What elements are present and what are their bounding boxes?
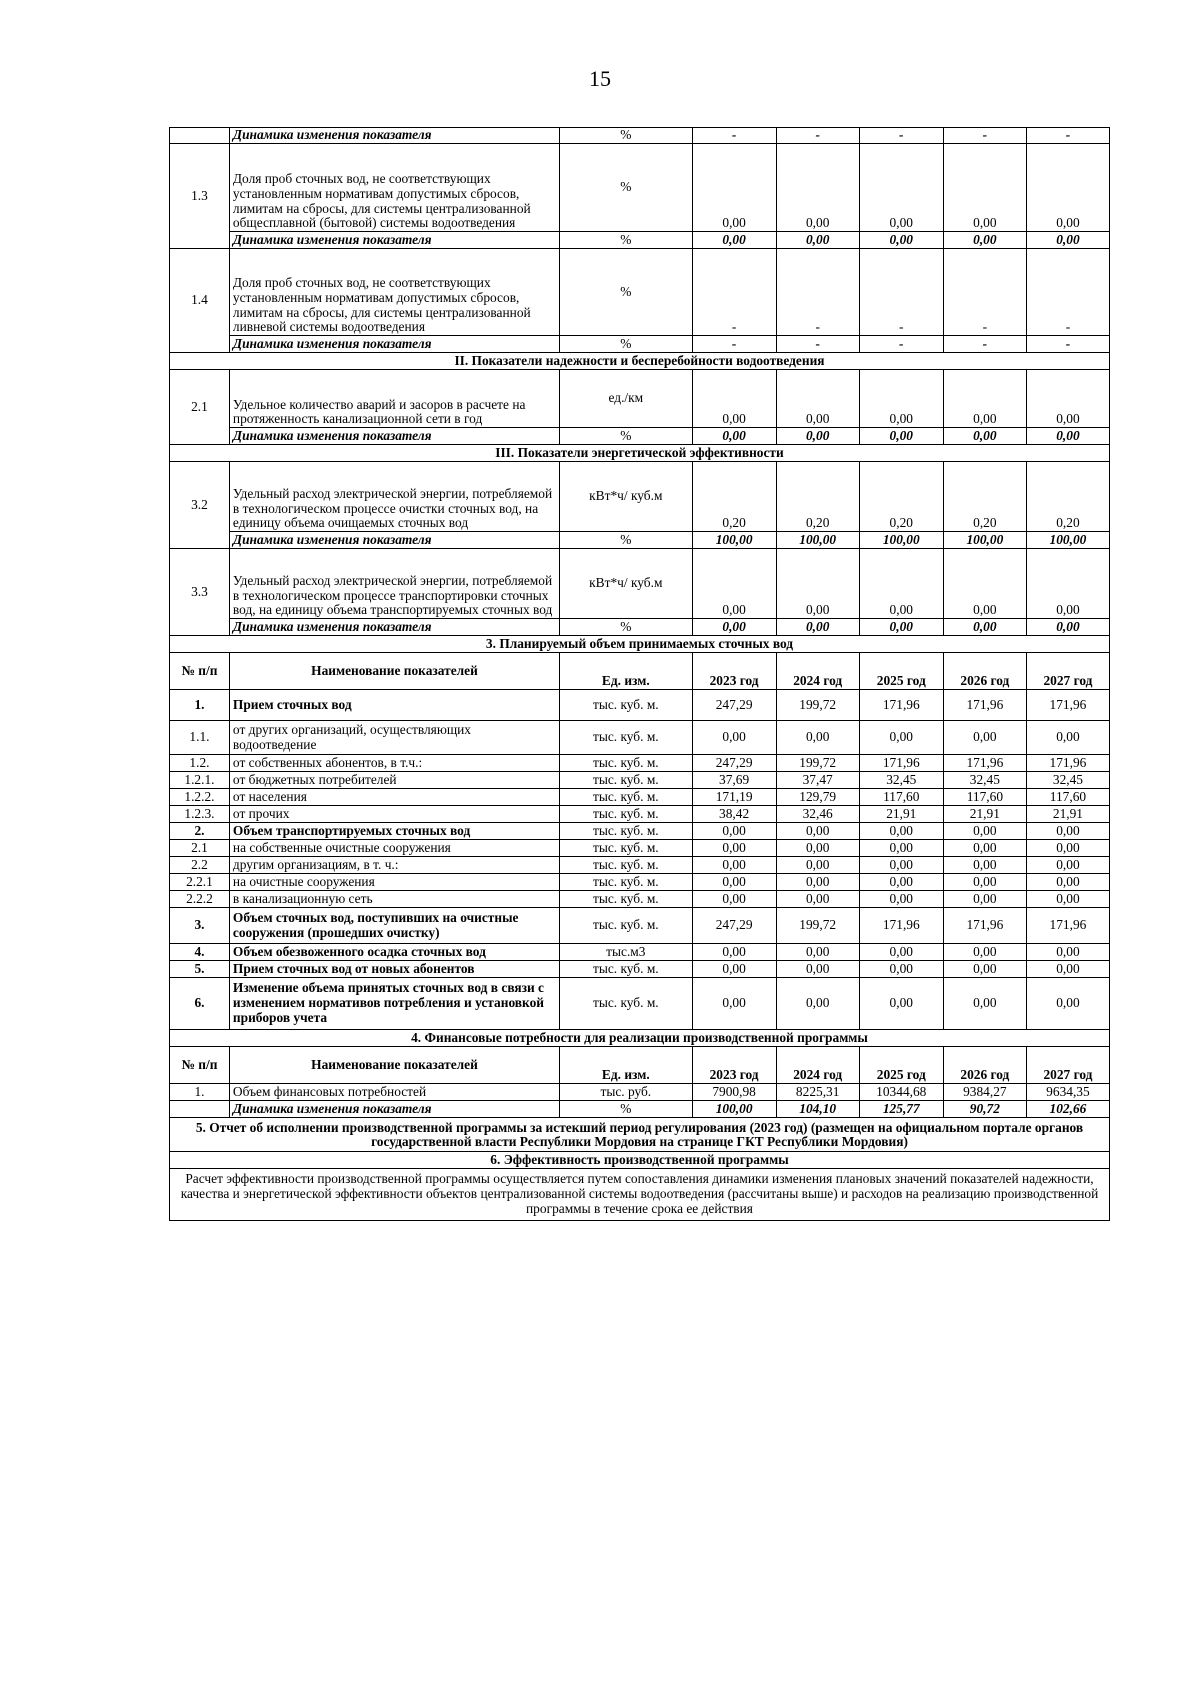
value-cell: 171,96 — [943, 755, 1026, 772]
indicator-name: Доля проб сточных вод, не соответствующих установленным нормативам допустимых сбросов, лимитам на сбросы, для системы централизованной общесплавной (бытовой) системы водоотведения — [229, 144, 559, 232]
unit-cell: ед./км — [560, 370, 692, 428]
dynamics-label: Динамика изменения показателя — [229, 1101, 559, 1118]
value-cell: 0,00 — [692, 549, 776, 619]
dynamics-row — [170, 619, 1110, 636]
value-cell: 171,96 — [1026, 690, 1109, 721]
value-cell: - — [859, 249, 943, 336]
value-cell: 32,46 — [776, 806, 859, 823]
value-cell: 0,20 — [776, 462, 859, 532]
value-cell: 0,00 — [776, 144, 859, 232]
value-cell: 0,00 — [859, 840, 943, 857]
volume-row — [170, 908, 1110, 944]
row-number: 3.3 — [170, 549, 230, 636]
value-cell: - — [692, 336, 776, 353]
unit-cell: тыс. куб. м. — [560, 840, 692, 857]
value-cell: 0,00 — [1026, 961, 1109, 978]
indicator-name: на собственные очистные сооружения — [229, 840, 559, 857]
indicator-name: Изменение объема принятых сточных вод в связи с изменением нормативов потребления и установкой приборов учета — [229, 978, 559, 1030]
value-cell: 0,00 — [943, 857, 1026, 874]
value-cell: - — [776, 336, 859, 353]
value-cell: - — [859, 336, 943, 353]
value-cell: 0,00 — [859, 944, 943, 961]
value-cell: 0,00 — [776, 944, 859, 961]
volume-row — [170, 755, 1110, 772]
value-cell: - — [859, 128, 943, 144]
row-number: 1.2.3. — [170, 806, 230, 823]
value-cell: 171,96 — [1026, 908, 1109, 944]
dynamics-label: Динамика изменения показателя — [229, 428, 559, 445]
value-cell: 0,00 — [776, 891, 859, 908]
volume-row — [170, 806, 1110, 823]
value-cell: 0,00 — [692, 823, 776, 840]
value-cell: 0,00 — [776, 840, 859, 857]
value-cell: 0,00 — [943, 232, 1026, 249]
section-heading — [170, 353, 1110, 370]
value-cell: 21,91 — [1026, 806, 1109, 823]
volume-row — [170, 823, 1110, 840]
row-number: 1.4 — [170, 249, 230, 353]
unit-cell: тыс. куб. м. — [560, 806, 692, 823]
report-title: 5. Отчет об исполнении производственной программы за истекший период регулирования (2023 год) (размещен на официальном портале органов государственной власти Республики Мордовия на странице ГКТ Республики Мордовия) — [170, 1118, 1110, 1152]
value-cell: 0,00 — [1026, 891, 1109, 908]
value-cell: 0,00 — [859, 549, 943, 619]
value-cell: 0,00 — [692, 874, 776, 891]
value-cell: 0,00 — [1026, 549, 1109, 619]
value-cell: 0,00 — [1026, 840, 1109, 857]
value-cell: 171,96 — [859, 690, 943, 721]
indicator-name: Удельное количество аварий и засоров в расчете на протяженность канализационной сети в год — [229, 370, 559, 428]
dynamics-row — [170, 336, 1110, 353]
unit-cell: тыс. куб. м. — [560, 961, 692, 978]
finance-row — [170, 1084, 1110, 1101]
value-cell: 0,00 — [1026, 232, 1109, 249]
indicator-name: Удельный расход электрической энергии, потребляемой в технологическом процессе транспортировки сточных вод, на единицу объема транспортируемых сточных вод — [229, 549, 559, 619]
indicator-row — [170, 249, 1110, 336]
value-cell: 0,00 — [776, 619, 859, 636]
value-cell: 0,00 — [692, 428, 776, 445]
value-cell: 0,00 — [776, 961, 859, 978]
value-cell: 0,00 — [943, 961, 1026, 978]
unit-cell: тыс. руб. — [560, 1084, 692, 1101]
indicator-name: от прочих — [229, 806, 559, 823]
value-cell: 0,00 — [692, 232, 776, 249]
dynamics-label: Динамика изменения показателя — [229, 532, 559, 549]
efficiency-text-row — [170, 1169, 1110, 1221]
section-title: 6. Эффективность производственной программы — [170, 1152, 1110, 1169]
dynamics-row — [170, 128, 1110, 144]
unit-cell: % — [560, 619, 692, 636]
header-unit: Ед. изм. — [560, 653, 692, 690]
value-cell: 100,00 — [859, 532, 943, 549]
indicator-name: от бюджетных потребителей — [229, 772, 559, 789]
section-heading — [170, 636, 1110, 653]
dynamics-label: Динамика изменения показателя — [229, 128, 559, 144]
indicator-name: от населения — [229, 789, 559, 806]
value-cell: - — [943, 128, 1026, 144]
value-cell: 0,00 — [943, 823, 1026, 840]
unit-cell: % — [560, 428, 692, 445]
value-cell: 0,00 — [943, 874, 1026, 891]
value-cell: 21,91 — [859, 806, 943, 823]
volume-row — [170, 961, 1110, 978]
value-cell: 199,72 — [776, 755, 859, 772]
indicator-name: на очистные сооружения — [229, 874, 559, 891]
value-cell: 0,00 — [943, 370, 1026, 428]
header-year: 2026 год — [943, 653, 1026, 690]
value-cell: 0,00 — [943, 428, 1026, 445]
header-year: 2026 год — [943, 1047, 1026, 1084]
value-cell: 0,00 — [859, 857, 943, 874]
row-number: 1. — [170, 690, 230, 721]
value-cell: 100,00 — [943, 532, 1026, 549]
value-cell: 0,00 — [776, 857, 859, 874]
row-number: 3. — [170, 908, 230, 944]
value-cell: 0,00 — [692, 840, 776, 857]
value-cell: 0,00 — [776, 978, 859, 1030]
dynamics-label: Динамика изменения показателя — [229, 336, 559, 353]
header-name: Наименование показателей — [229, 1047, 559, 1084]
value-cell: 100,00 — [692, 532, 776, 549]
indicator-name: Объем сточных вод, поступивших на очистные сооружения (прошедших очистку) — [229, 908, 559, 944]
header-year: 2023 год — [692, 653, 776, 690]
value-cell: 0,20 — [1026, 462, 1109, 532]
indicator-name: Объем транспортируемых сточных вод — [229, 823, 559, 840]
header-number: № п/п — [170, 1047, 230, 1084]
value-cell: 0,00 — [692, 978, 776, 1030]
value-cell: 0,00 — [1026, 721, 1109, 755]
value-cell: 32,45 — [1026, 772, 1109, 789]
dynamics-row — [170, 1101, 1110, 1118]
volume-row — [170, 772, 1110, 789]
header-year: 2025 год — [859, 653, 943, 690]
value-cell: 0,20 — [859, 462, 943, 532]
value-cell: 247,29 — [692, 908, 776, 944]
value-cell: 0,00 — [692, 891, 776, 908]
row-number: 1.3 — [170, 144, 230, 249]
value-cell: 0,00 — [776, 823, 859, 840]
value-cell: 247,29 — [692, 690, 776, 721]
unit-cell: тыс. куб. м. — [560, 721, 692, 755]
row-number: 1. — [170, 1084, 230, 1101]
dynamics-row — [170, 532, 1110, 549]
row-number — [170, 1101, 230, 1118]
value-cell: 32,45 — [943, 772, 1026, 789]
value-cell: 0,00 — [859, 144, 943, 232]
row-number: 3.2 — [170, 462, 230, 549]
value-cell: 0,00 — [692, 857, 776, 874]
value-cell: 37,69 — [692, 772, 776, 789]
row-number: 2.2.2 — [170, 891, 230, 908]
volume-row — [170, 840, 1110, 857]
value-cell: 0,00 — [1026, 428, 1109, 445]
value-cell: 0,00 — [859, 619, 943, 636]
value-cell: 100,00 — [692, 1101, 776, 1118]
unit-cell: тыс. куб. м. — [560, 874, 692, 891]
volume-row — [170, 789, 1110, 806]
value-cell: 0,00 — [692, 619, 776, 636]
indicator-name: от собственных абонентов, в т.ч.: — [229, 755, 559, 772]
value-cell: - — [776, 249, 859, 336]
production-program-table — [169, 127, 1110, 1221]
dynamics-label: Динамика изменения показателя — [229, 619, 559, 636]
section-title: 4. Финансовые потребности для реализации производственной программы — [170, 1030, 1110, 1047]
volume-row — [170, 857, 1110, 874]
header-year: 2023 год — [692, 1047, 776, 1084]
value-cell: 0,00 — [859, 978, 943, 1030]
indicator-name: Прием сточных вод — [229, 690, 559, 721]
row-number: 1.2.1. — [170, 772, 230, 789]
indicator-row — [170, 462, 1110, 532]
section-title: 3. Планируемый объем принимаемых сточных вод — [170, 636, 1110, 653]
value-cell: 0,00 — [859, 823, 943, 840]
value-cell: 0,00 — [776, 549, 859, 619]
value-cell: - — [692, 249, 776, 336]
value-cell: 8225,31 — [776, 1084, 859, 1101]
row-number: 1.2.2. — [170, 789, 230, 806]
dynamics-row — [170, 232, 1110, 249]
dynamics-row — [170, 428, 1110, 445]
volume-row — [170, 891, 1110, 908]
section-title: III. Показатели энергетической эффективности — [170, 445, 1110, 462]
section-title: II. Показатели надежности и бесперебойности водоотведения — [170, 353, 1110, 370]
header-name: Наименование показателей — [229, 653, 559, 690]
value-cell: 100,00 — [776, 532, 859, 549]
section-heading — [170, 1030, 1110, 1047]
row-number — [170, 128, 230, 144]
value-cell: 0,20 — [943, 462, 1026, 532]
row-number: 5. — [170, 961, 230, 978]
section-heading — [170, 1152, 1110, 1169]
unit-cell: % — [560, 336, 692, 353]
dynamics-label: Динамика изменения показателя — [229, 232, 559, 249]
value-cell: 0,00 — [776, 232, 859, 249]
header-year: 2027 год — [1026, 653, 1109, 690]
indicator-name: Прием сточных вод от новых абонентов — [229, 961, 559, 978]
value-cell: 0,00 — [1026, 944, 1109, 961]
column-header-row — [170, 1047, 1110, 1084]
unit-cell: тыс. куб. м. — [560, 772, 692, 789]
unit-cell: % — [560, 232, 692, 249]
value-cell: 104,10 — [776, 1101, 859, 1118]
value-cell: 199,72 — [776, 690, 859, 721]
value-cell: - — [1026, 249, 1109, 336]
indicator-name: от других организаций, осуществляющих водоотведение — [229, 721, 559, 755]
row-number: 2. — [170, 823, 230, 840]
value-cell: 0,00 — [776, 721, 859, 755]
value-cell: - — [943, 249, 1026, 336]
value-cell: - — [943, 336, 1026, 353]
value-cell: 90,72 — [943, 1101, 1026, 1118]
value-cell: 7900,98 — [692, 1084, 776, 1101]
value-cell: 117,60 — [943, 789, 1026, 806]
value-cell: 0,00 — [943, 549, 1026, 619]
header-year: 2025 год — [859, 1047, 943, 1084]
unit-cell: % — [560, 532, 692, 549]
value-cell: 0,20 — [692, 462, 776, 532]
value-cell: - — [776, 128, 859, 144]
value-cell: 0,00 — [1026, 857, 1109, 874]
volume-row — [170, 944, 1110, 961]
value-cell: - — [1026, 128, 1109, 144]
unit-cell: кВт*ч/ куб.м — [560, 549, 692, 619]
value-cell: 247,29 — [692, 755, 776, 772]
value-cell: 0,00 — [943, 721, 1026, 755]
row-number: 2.1 — [170, 840, 230, 857]
row-number: 2.2 — [170, 857, 230, 874]
unit-cell: тыс. куб. м. — [560, 908, 692, 944]
row-number: 1.1. — [170, 721, 230, 755]
value-cell: 0,00 — [943, 891, 1026, 908]
volume-row — [170, 690, 1110, 721]
row-number: 2.1 — [170, 370, 230, 445]
indicator-name: другим организациям, в т. ч.: — [229, 857, 559, 874]
value-cell: 0,00 — [859, 874, 943, 891]
unit-cell: тыс. куб. м. — [560, 891, 692, 908]
indicator-name: Удельный расход электрической энергии, потребляемой в технологическом процессе очистки сточных вод, на единицу объема очищаемых сточных вод — [229, 462, 559, 532]
value-cell: 0,00 — [859, 232, 943, 249]
value-cell: 102,66 — [1026, 1101, 1109, 1118]
indicator-row — [170, 370, 1110, 428]
value-cell: 171,96 — [859, 755, 943, 772]
value-cell: 0,00 — [943, 144, 1026, 232]
value-cell: 171,96 — [1026, 755, 1109, 772]
value-cell: 0,00 — [859, 891, 943, 908]
row-number: 2.2.1 — [170, 874, 230, 891]
value-cell: - — [692, 128, 776, 144]
indicator-name: Доля проб сточных вод, не соответствующих установленным нормативам допустимых сбросов, лимитам на сбросы, для системы централизованной ливневой системы водоотведения — [229, 249, 559, 336]
value-cell: 0,00 — [859, 428, 943, 445]
value-cell: 0,00 — [859, 961, 943, 978]
unit-cell: тыс. куб. м. — [560, 978, 692, 1030]
indicator-row — [170, 549, 1110, 619]
indicator-row — [170, 144, 1110, 232]
value-cell: 0,00 — [1026, 619, 1109, 636]
unit-cell: тыс. куб. м. — [560, 690, 692, 721]
unit-cell: % — [560, 144, 692, 232]
value-cell: 21,91 — [943, 806, 1026, 823]
value-cell: 171,96 — [943, 908, 1026, 944]
unit-cell: % — [560, 128, 692, 144]
header-number: № п/п — [170, 653, 230, 690]
value-cell: 38,42 — [692, 806, 776, 823]
row-number: 1.2. — [170, 755, 230, 772]
report-section — [170, 1118, 1110, 1152]
value-cell: 0,00 — [692, 944, 776, 961]
value-cell: 171,96 — [943, 690, 1026, 721]
value-cell: 0,00 — [692, 961, 776, 978]
unit-cell: тыс. куб. м. — [560, 823, 692, 840]
indicator-name: Объем финансовых потребностей — [229, 1084, 559, 1101]
value-cell: 9634,35 — [1026, 1084, 1109, 1101]
value-cell: 0,00 — [1026, 823, 1109, 840]
section-heading — [170, 445, 1110, 462]
value-cell: 0,00 — [943, 978, 1026, 1030]
value-cell: 199,72 — [776, 908, 859, 944]
value-cell: 0,00 — [692, 370, 776, 428]
value-cell: 117,60 — [1026, 789, 1109, 806]
volume-row — [170, 721, 1110, 755]
unit-cell: кВт*ч/ куб.м — [560, 462, 692, 532]
header-year: 2027 год — [1026, 1047, 1109, 1084]
volume-row — [170, 978, 1110, 1030]
value-cell: 0,00 — [943, 619, 1026, 636]
header-year: 2024 год — [776, 653, 859, 690]
unit-cell: тыс. куб. м. — [560, 789, 692, 806]
value-cell: 0,00 — [692, 721, 776, 755]
unit-cell: тыс.м3 — [560, 944, 692, 961]
value-cell: 0,00 — [859, 370, 943, 428]
value-cell: 32,45 — [859, 772, 943, 789]
unit-cell: тыс. куб. м. — [560, 857, 692, 874]
value-cell: 0,00 — [1026, 978, 1109, 1030]
value-cell: 0,00 — [1026, 144, 1109, 232]
row-number: 6. — [170, 978, 230, 1030]
indicator-name: в канализационную сеть — [229, 891, 559, 908]
value-cell: 0,00 — [776, 874, 859, 891]
value-cell: 171,96 — [859, 908, 943, 944]
value-cell: 125,77 — [859, 1101, 943, 1118]
indicator-name: Объем обезвоженного осадка сточных вод — [229, 944, 559, 961]
unit-cell: % — [560, 1101, 692, 1118]
value-cell: 100,00 — [1026, 532, 1109, 549]
row-number: 4. — [170, 944, 230, 961]
efficiency-text: Расчет эффективности производственной программы осуществляется путем сопоставления динамики изменения плановых значений показателей надежности, качества и энергетической эффективности объектов централизованной системы водоотведения (рассчитаны выше) и расходов на реализацию производственной программы в течение срока ее действия — [170, 1169, 1110, 1221]
value-cell: 0,00 — [1026, 370, 1109, 428]
column-header-row — [170, 653, 1110, 690]
value-cell: 0,00 — [776, 428, 859, 445]
value-cell: 10344,68 — [859, 1084, 943, 1101]
value-cell: 0,00 — [692, 144, 776, 232]
header-unit: Ед. изм. — [560, 1047, 692, 1084]
value-cell: 0,00 — [776, 370, 859, 428]
value-cell: 0,00 — [943, 944, 1026, 961]
unit-cell: тыс. куб. м. — [560, 755, 692, 772]
value-cell: 171,19 — [692, 789, 776, 806]
page-number: 15 — [589, 66, 611, 91]
value-cell: - — [1026, 336, 1109, 353]
value-cell: 117,60 — [859, 789, 943, 806]
value-cell: 37,47 — [776, 772, 859, 789]
unit-cell: % — [560, 249, 692, 336]
volume-row — [170, 874, 1110, 891]
value-cell: 0,00 — [943, 840, 1026, 857]
header-year: 2024 год — [776, 1047, 859, 1084]
value-cell: 9384,27 — [943, 1084, 1026, 1101]
value-cell: 129,79 — [776, 789, 859, 806]
value-cell: 0,00 — [1026, 874, 1109, 891]
value-cell: 0,00 — [859, 721, 943, 755]
